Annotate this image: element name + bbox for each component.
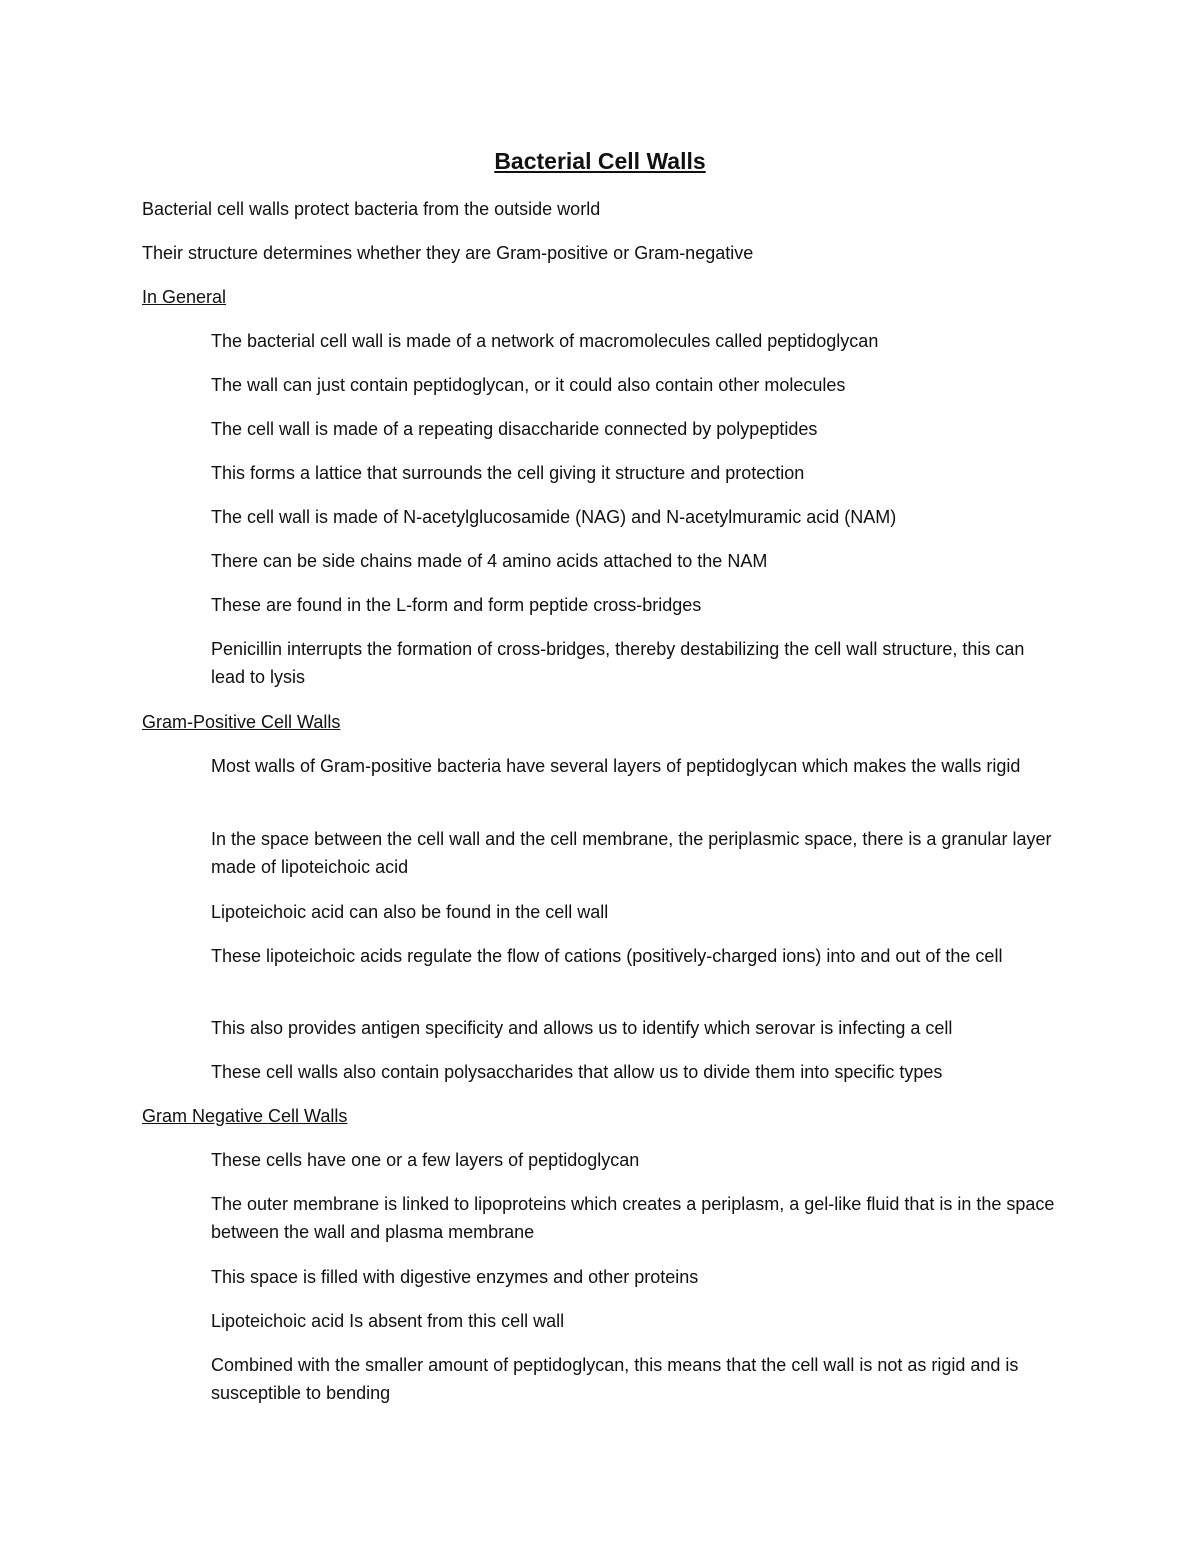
page-title: Bacterial Cell Walls <box>494 148 706 174</box>
section-heading-gram-positive: Gram-Positive Cell Walls <box>142 712 341 732</box>
list-item: These lipoteichoic acids regulate the flow of cations (positively-charged ions) into and out of the cell <box>211 946 1003 966</box>
list-item: The cell wall is made of a repeating disaccharide connected by polypeptides <box>211 419 818 439</box>
list-item: The bacterial cell wall is made of a network of macromolecules called peptidoglycan <box>211 331 879 351</box>
list-item: These cell walls also contain polysaccharides that allow us to divide them into specific types <box>211 1062 943 1082</box>
list-item: In the space between the cell wall and the cell membrane, the periplasmic space, there is a granular layer made of lipoteichoic acid <box>211 829 1052 877</box>
list-item: There can be side chains made of 4 amino acids attached to the NAM <box>211 551 768 571</box>
list-item: Most walls of Gram-positive bacteria have several layers of peptidoglycan which makes the walls rigid <box>211 756 1021 776</box>
section-heading-in-general: In General <box>142 287 227 307</box>
list-item: Penicillin interrupts the formation of cross-bridges, thereby destabilizing the cell wall structure, this can lead to lysis <box>211 639 1025 687</box>
list-item: This also provides antigen specificity and allows us to identify which serovar is infecting a cell <box>211 1018 953 1038</box>
list-item: The wall can just contain peptidoglycan, or it could also contain other molecules <box>211 375 846 395</box>
list-item: Combined with the smaller amount of peptidoglycan, this means that the cell wall is not as rigid and is susceptible to bending <box>211 1355 1019 1403</box>
section-heading-gram-negative: Gram Negative Cell Walls <box>142 1106 348 1126</box>
list-item: The outer membrane is linked to lipoproteins which creates a periplasm, a gel-like fluid that is in the space between the wall and plasma membrane <box>211 1194 1055 1242</box>
intro-line-2: Their structure determines whether they are Gram-positive or Gram-negative <box>142 243 754 263</box>
list-item: The cell wall is made of N-acetylglucosamide (NAG) and N-acetylmuramic acid (NAM) <box>211 507 897 527</box>
list-item: These cells have one or a few layers of peptidoglycan <box>211 1150 640 1170</box>
list-item: These are found in the L-form and form peptide cross-bridges <box>211 595 702 615</box>
list-item: This space is filled with digestive enzymes and other proteins <box>211 1267 699 1287</box>
list-item: Lipoteichoic acid can also be found in the cell wall <box>211 902 609 922</box>
intro-line-1: Bacterial cell walls protect bacteria from the outside world <box>142 199 601 219</box>
list-item: This forms a lattice that surrounds the cell giving it structure and protection <box>211 463 805 483</box>
list-item: Lipoteichoic acid Is absent from this cell wall <box>211 1311 565 1331</box>
